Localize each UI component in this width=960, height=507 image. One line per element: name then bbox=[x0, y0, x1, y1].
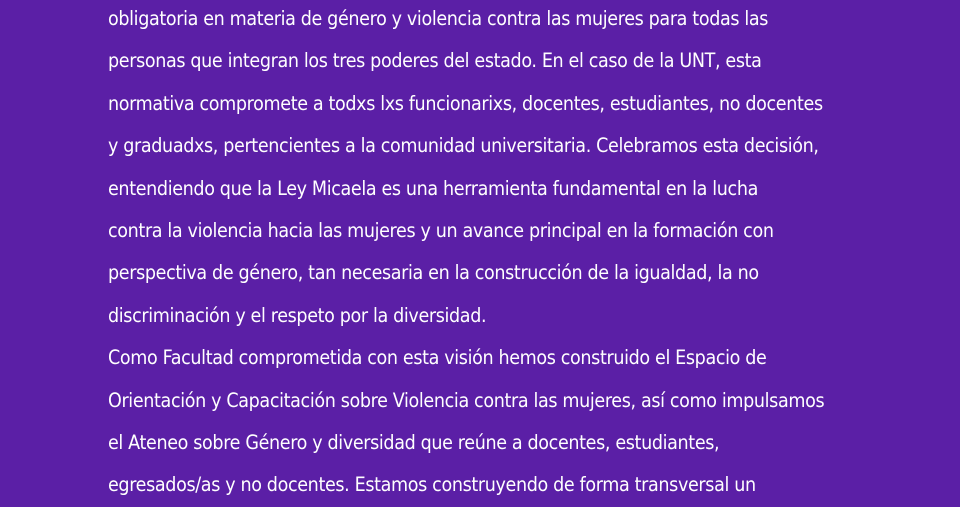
text-line: normativa compromete a todxs lxs funcionarixs, docentes, estudiantes, no docentes bbox=[108, 91, 823, 115]
text-line: entendiendo que la Ley Micaela es una herramienta fundamental en la lucha bbox=[108, 176, 759, 200]
text-line: discriminación y el respeto por la diversidad. bbox=[108, 303, 487, 327]
text-line: egresados/as y no docentes. Estamos construyendo de forma transversal un bbox=[108, 473, 756, 497]
text-line: contra la violencia hacia las mujeres y un avance principal en la formación con bbox=[108, 219, 774, 243]
article-text bbox=[108, 0, 825, 507]
text-line: obligatoria en materia de género y violencia contra las mujeres para todas las bbox=[108, 7, 769, 30]
text-line: el Ateneo sobre Género y diversidad que reúne a docentes, estudiantes, bbox=[108, 431, 720, 455]
text-line: personas que integran los tres poderes del estado. En el caso de la UNT, esta bbox=[108, 49, 762, 73]
text-line: Como Facultad comprometida con esta visión hemos construido el Espacio de bbox=[108, 346, 767, 370]
text-line: Orientación y Capacitación sobre Violencia contra las mujeres, así como impulsamos bbox=[108, 388, 825, 412]
text-line: y graduadxs, pertencientes a la comunidad universitaria. Celebramos esta decisión, bbox=[108, 134, 819, 158]
text-line: perspectiva de género, tan necesaria en la construcción de la igualdad, la no bbox=[108, 261, 759, 285]
